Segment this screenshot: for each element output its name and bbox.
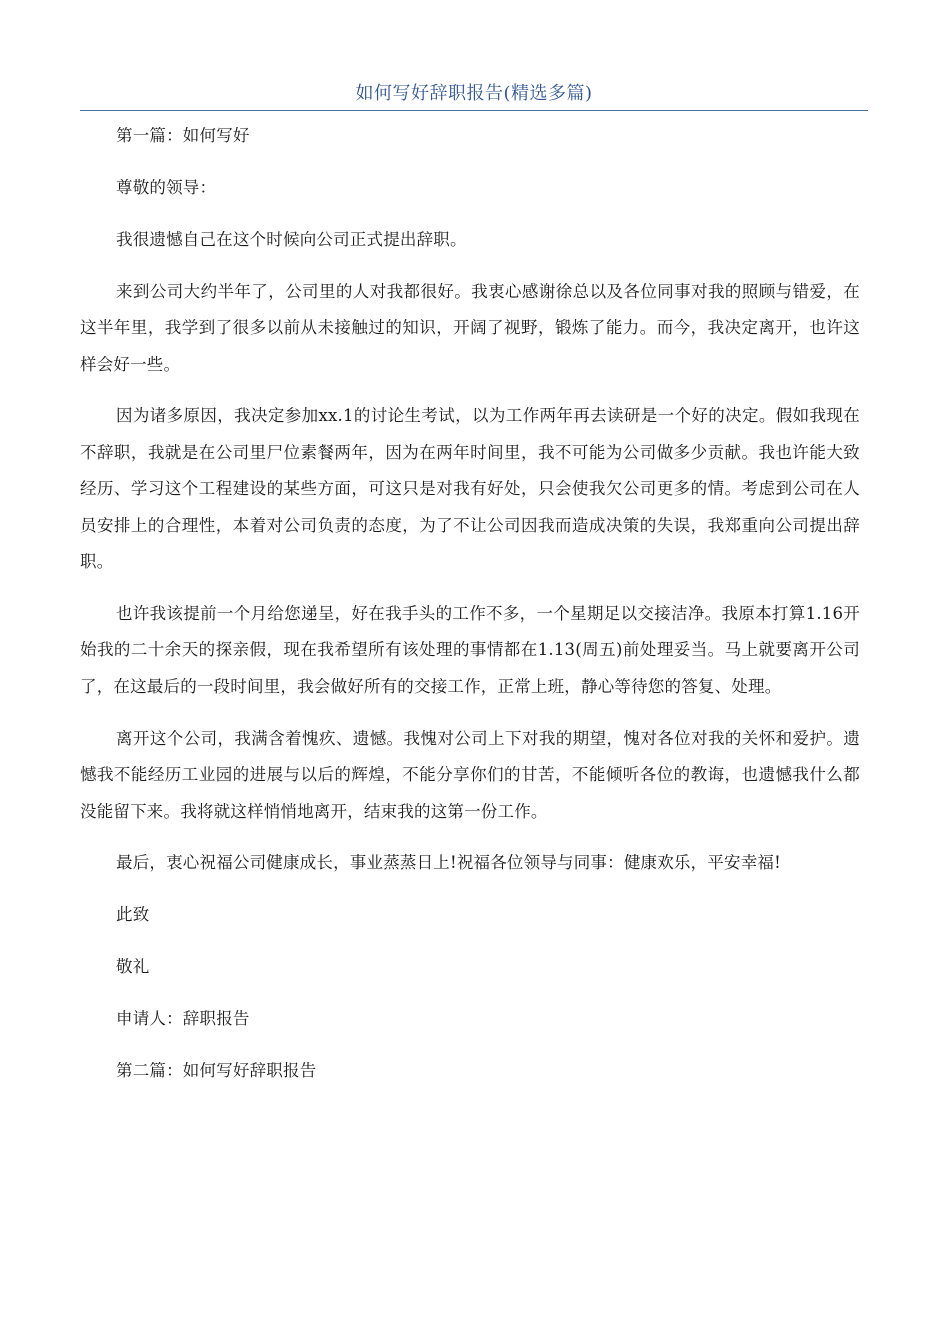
closing-salute: 敬礼 bbox=[116, 957, 150, 977]
body-paragraph: 来到公司大约半年了，公司里的人对我都很好。我衷心感谢徐总以及各位同事对我的照顾与错爱，在这半年里，我学到了很多以前从未接触过的知识，开阔了视野，锻炼了能力。而今，我决定离开，也许这样会好一些。 bbox=[80, 281, 860, 374]
closing-wishes: 最后，衷心祝福公司健康成长，事业蒸蒸日上!祝福各位领导与同事：健康欢乐，平安幸福! bbox=[116, 853, 781, 873]
body-paragraph: 也许我该提前一个月给您递呈，好在我手头的工作不多，一个星期足以交接洁净。我原本打算1.16开始我的二十余天的探亲假，现在我希望所有该处理的事情都在1.13(周五)前处理妥当。马上就要离开公司了，在这最后的一段时间里，我会做好所有的交接工作，正常上班，静心等待您的答复、处理。 bbox=[80, 603, 860, 696]
document-title: 如何写好辞职报告(精选多篇) bbox=[355, 83, 593, 104]
body-paragraph: 离开这个公司，我满含着愧疚、遗憾。我愧对公司上下对我的期望，愧对各位对我的关怀和爱护。遗憾我不能经历工业园的进展与以后的辉煌，不能分享你们的甘苦，不能倾听各位的教诲，也遗憾我什么都没能留下来。我将就这样悄悄地离开，结束我的这第一份工作。 bbox=[80, 728, 860, 821]
closing-phrase: 此致 bbox=[116, 905, 150, 925]
salutation: 尊敬的领导： bbox=[116, 177, 217, 197]
page-header bbox=[80, 80, 868, 111]
section-heading-1: 第一篇：如何写好 bbox=[116, 126, 250, 145]
body-paragraph: 因为诸多原因，我决定参加xx.1的讨论生考试，以为工作两年再去读研是一个好的决定。假如我现在不辞职，我就是在公司里尸位素餐两年，因为在两年时间里，我不可能为公司做多少贡献。我也许能大致经历、学习这个工程建设的某些方面，可这只是对我有好处，只会使我欠公司更多的情。考虑到公司在人员安排上的合理性，本着对公司负责的态度，为了不让公司因我而造成决策的失误，我郑重向公司提出辞职。 bbox=[80, 406, 860, 572]
section-heading-2: 第二篇：如何写好辞职报告 bbox=[116, 1061, 317, 1081]
document-body bbox=[80, 118, 860, 1105]
body-paragraph: 我很遗憾自己在这个时候向公司正式提出辞职。 bbox=[116, 229, 467, 249]
applicant-line: 申请人：辞职报告 bbox=[116, 1009, 250, 1029]
